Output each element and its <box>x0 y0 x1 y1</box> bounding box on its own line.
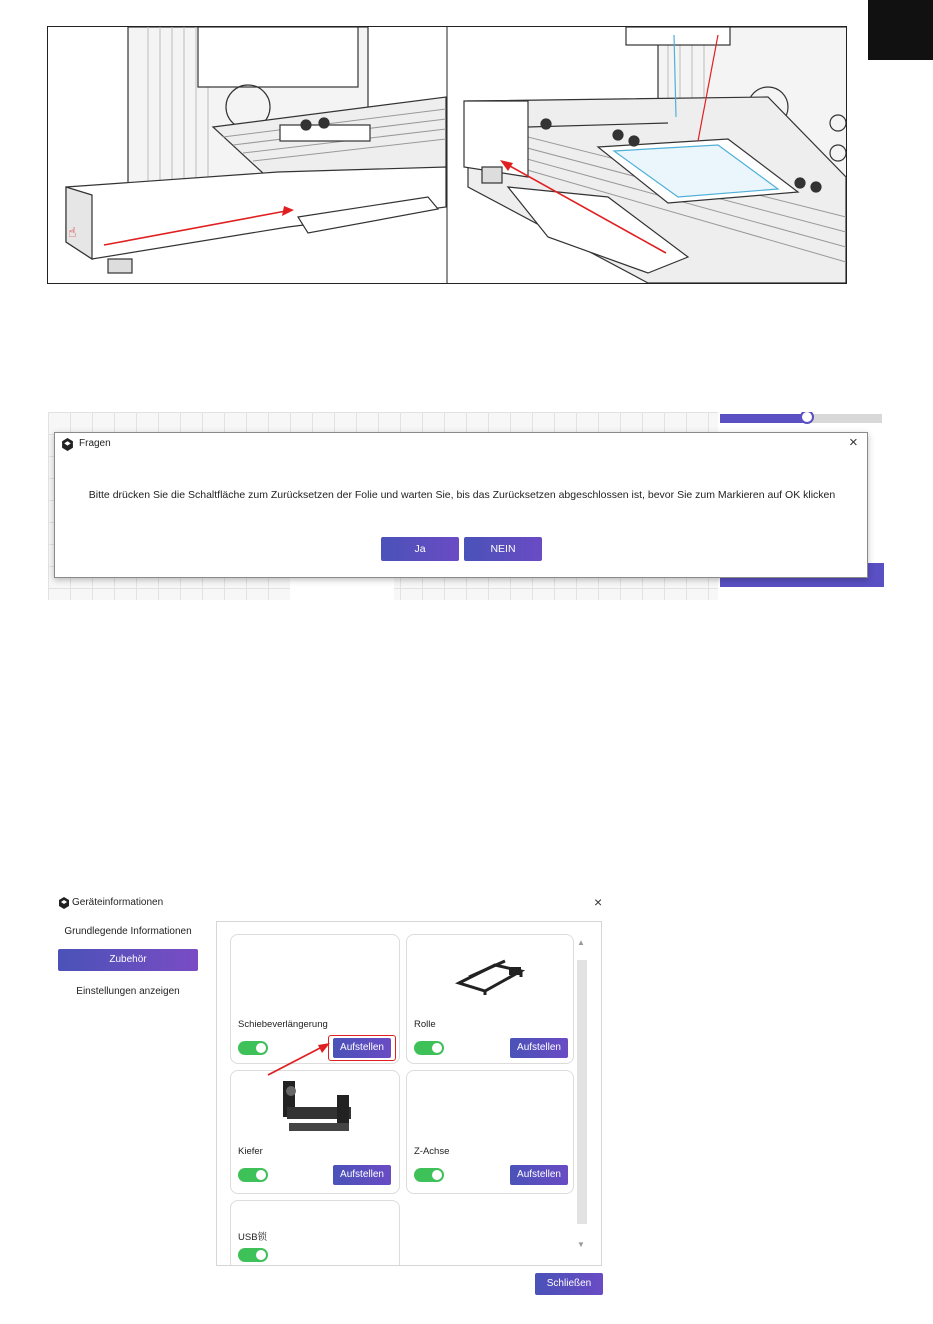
setup-button[interactable]: Aufstellen <box>333 1038 391 1058</box>
close-button[interactable]: Schließen <box>535 1273 603 1295</box>
roller-icon <box>455 957 527 997</box>
setup-button[interactable]: Aufstellen <box>333 1165 391 1185</box>
accessory-card <box>230 1200 400 1266</box>
accessory-toggle[interactable] <box>238 1168 268 1182</box>
section-tab-marker <box>868 0 933 60</box>
nav-display-settings[interactable]: Einstellungen anzeigen <box>76 986 180 997</box>
accessory-label: Z-Achse <box>414 1146 450 1157</box>
accessory-label: Kiefer <box>238 1146 263 1157</box>
setup-button[interactable]: Aufstellen <box>510 1165 568 1185</box>
svg-text:☝: ☝ <box>68 225 77 241</box>
accessory-label: Rolle <box>414 1019 436 1030</box>
nav-accessories[interactable]: Zubehör <box>58 949 198 971</box>
accessory-label: Schiebeverlängerung <box>238 1019 328 1030</box>
app-logo-icon <box>58 897 70 909</box>
accessory-toggle[interactable] <box>238 1248 268 1262</box>
setup-button[interactable]: Aufstellen <box>510 1038 568 1058</box>
accessory-card <box>230 1070 400 1194</box>
slider-fill <box>720 414 808 423</box>
right-machine-drawing <box>464 27 846 283</box>
question-dialog <box>54 432 868 578</box>
dialog-title: Fragen <box>79 438 111 449</box>
accessory-card <box>406 934 574 1064</box>
machine-illustration <box>47 26 847 284</box>
scroll-up-icon[interactable]: ▲ <box>577 938 585 947</box>
dialog-screenshot <box>48 412 884 600</box>
close-icon[interactable]: × <box>849 434 858 451</box>
accessory-card <box>406 1070 574 1194</box>
device-info-window <box>52 893 612 1303</box>
scroll-down-icon[interactable]: ▼ <box>577 1240 585 1249</box>
left-machine-drawing <box>66 27 446 273</box>
close-icon[interactable]: × <box>594 894 603 910</box>
accessory-label: USB锁 <box>238 1232 268 1243</box>
chuck-icon <box>277 1077 357 1139</box>
accessory-toggle[interactable] <box>414 1168 444 1182</box>
no-button[interactable]: NEIN <box>464 537 542 561</box>
accessory-toggle[interactable] <box>414 1041 444 1055</box>
dialog-message: Bitte drücken Sie die Schaltfläche zum Zurücksetzen der Folie und warten Sie, bis das Zurücksetzen abgeschlossen ist, bevor Sie zum Markieren auf OK klicken <box>88 489 836 501</box>
window-title: Geräteinformationen <box>72 897 164 908</box>
nav-basic-info[interactable]: Grundlegende Informationen <box>64 926 192 937</box>
annotation-arrow-icon <box>264 1039 334 1079</box>
yes-button[interactable]: Ja <box>381 537 459 561</box>
scrollbar-thumb[interactable] <box>577 960 587 1224</box>
accessories-panel <box>216 921 602 1266</box>
app-logo-icon <box>61 438 74 451</box>
